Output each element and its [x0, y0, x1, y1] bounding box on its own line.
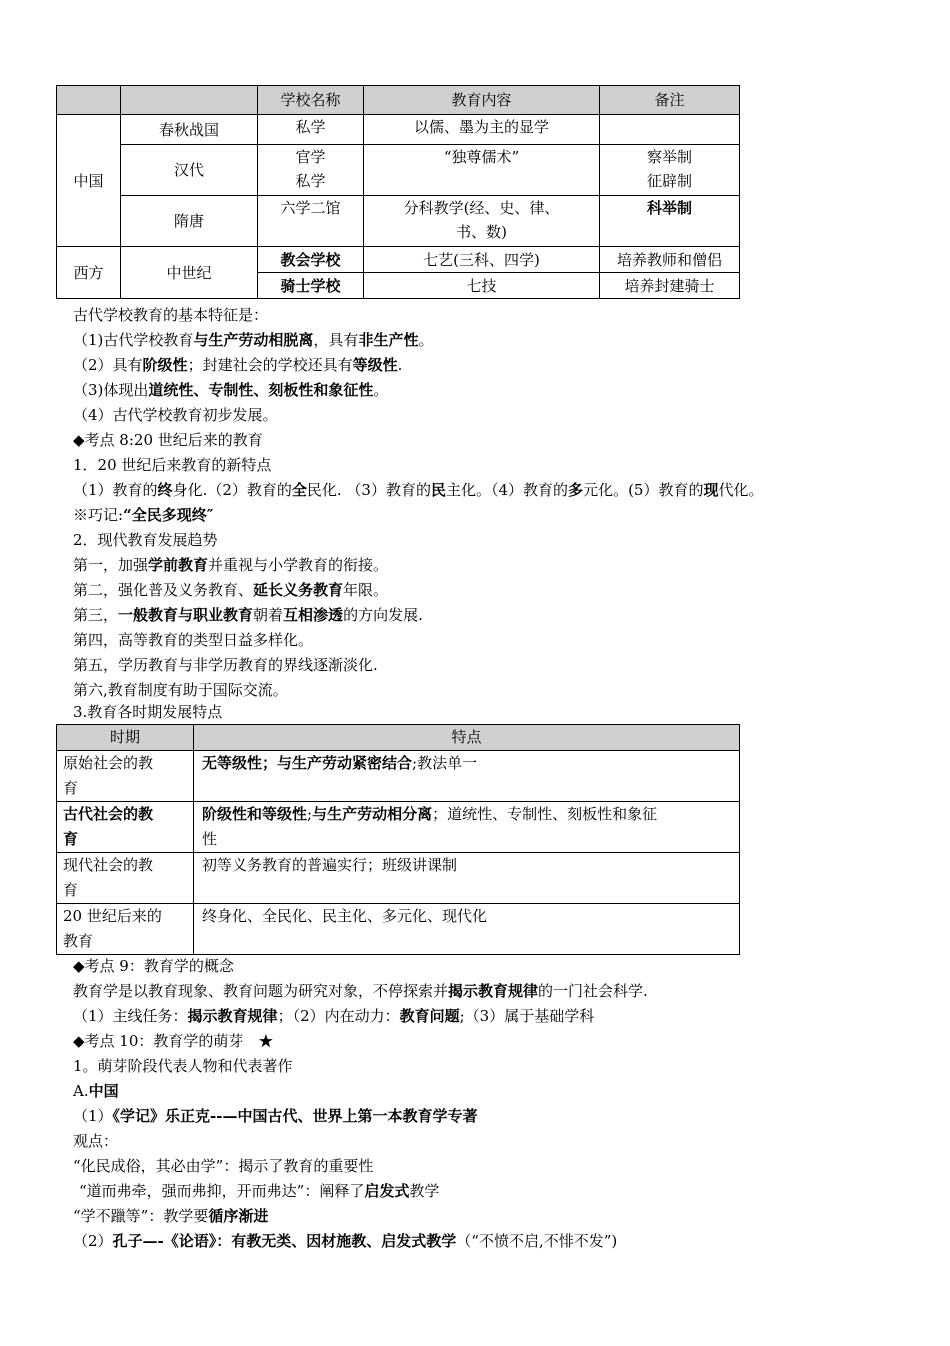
era-cell: 汉代 — [121, 145, 258, 196]
period-cell — [57, 802, 194, 853]
text-run: 道统性、专制性、刻板性和象征性 — [148, 381, 374, 399]
content-cell: 以儒、墨为主的显学 — [364, 115, 600, 145]
text-run: 非生产性 — [358, 331, 419, 349]
paragraph-line: 1．20 世纪后来教育的新特点 — [73, 456, 272, 474]
text-run: 民化. （3）教育的 — [306, 481, 431, 499]
paragraph-line — [73, 1104, 478, 1129]
text-run: 启发式 — [364, 1182, 410, 1200]
school-cell: 六学二馆 — [258, 196, 364, 247]
text-run: 朝着 — [253, 606, 284, 624]
note-cell — [600, 145, 740, 196]
feature-cell — [194, 802, 740, 853]
text-run: 全 — [291, 481, 307, 499]
text-run: 民 — [430, 481, 446, 499]
content-line: 分科教学(经、史、律、 — [403, 199, 560, 217]
paragraph-line: “化民成俗，其必由学”：揭示了教育的重要性 — [73, 1157, 374, 1175]
paragraph-line — [79, 1179, 439, 1204]
text-run: 第二，强化普及义务教育、 — [73, 581, 254, 599]
section-heading: ◆考点 8:20 世纪后来的教育 — [73, 431, 263, 449]
school-cell — [258, 145, 364, 196]
text-run: 并重视与小学教育的衔接。 — [208, 556, 389, 574]
text-run: 互相渗透 — [283, 606, 344, 624]
text-run: ；封建社会的学校还具有 — [187, 356, 353, 374]
period-cell — [57, 751, 194, 802]
text-run: 教学 — [409, 1182, 440, 1200]
paragraph-line — [73, 478, 764, 503]
feature-cell: 初等义务教育的普遍实行；班级讲课制 — [194, 853, 740, 904]
region-china: 中国 — [57, 115, 121, 247]
paragraph-line — [73, 1004, 594, 1029]
text-run: 原始社会的教 — [63, 754, 154, 772]
text-run: 身化.（2）教育的 — [172, 481, 292, 499]
header-cell — [121, 86, 258, 115]
paragraph-line: 3.教育各时期发展特点 — [73, 703, 223, 721]
text-run: 性 — [202, 830, 218, 848]
paragraph-line: 第五，学历教育与非学历教育的界线逐渐淡化. — [73, 656, 378, 674]
paragraph-line — [73, 328, 433, 353]
text-run: （1）主线任务： — [73, 1007, 188, 1025]
text-run: 中国 — [88, 1082, 119, 1100]
content-line: 书、数) — [456, 223, 507, 241]
text-run: 。 — [418, 331, 434, 349]
content-cell — [364, 196, 600, 247]
text-run: 教育问题 — [399, 1007, 460, 1025]
paragraph-line — [73, 578, 388, 603]
table-row — [57, 115, 740, 145]
era-cell: 春秋战国 — [121, 115, 258, 145]
school-line: 官学 — [295, 148, 326, 166]
table-row — [57, 196, 740, 247]
text-run: 循序渐进 — [208, 1207, 269, 1225]
paragraph-line — [73, 603, 423, 628]
text-run: ，具有 — [313, 331, 359, 349]
text-run: 《学记》乐正克--—中国古代、世界上第一本教育学专著 — [112, 1107, 478, 1125]
ancient-education-table — [56, 85, 740, 299]
table-row — [57, 853, 740, 904]
table-row — [57, 145, 740, 196]
text-run: （1)古代学校教育 — [73, 331, 194, 349]
content-cell: 七技 — [364, 273, 600, 299]
text-run: 育 — [63, 830, 79, 848]
content-cell: “独尊儒术” — [364, 145, 600, 196]
note-cell — [600, 115, 740, 145]
paragraph-line — [73, 553, 388, 578]
text-run: ; — [307, 805, 313, 823]
paragraph-line: 观点： — [73, 1132, 119, 1150]
text-run: 育 — [63, 881, 79, 899]
text-run: 等级性 — [352, 356, 398, 374]
text-run: 阶级性和等级性 — [202, 805, 308, 823]
era-cell: 隋唐 — [121, 196, 258, 247]
paragraph-line: 第六,教育制度有助于国际交流。 — [73, 681, 288, 699]
text-run: “全民多现终″ — [123, 506, 214, 524]
school-cell: 骑士学校 — [258, 273, 364, 299]
text-run: 终 — [157, 481, 173, 499]
header-content: 教育内容 — [364, 86, 600, 115]
note-cell: 科举制 — [600, 196, 740, 247]
paragraph-line — [73, 503, 213, 528]
education-periods-table — [56, 724, 740, 955]
paragraph-line — [73, 1204, 268, 1229]
period-cell — [57, 853, 194, 904]
text-run: 主化。（4）教育的 — [446, 481, 569, 499]
note-cell: 培养教师和僧侣 — [600, 247, 740, 273]
text-run: 古代社会的教 — [63, 805, 154, 823]
text-run: 一般教育与职业教育 — [118, 606, 254, 624]
content-cell: 七艺(三科、四学) — [364, 247, 600, 273]
paragraph-line — [73, 1229, 617, 1254]
text-run: （1）教育的 — [73, 481, 158, 499]
header-feature: 特点 — [194, 725, 740, 751]
header-school: 学校名称 — [258, 86, 364, 115]
text-run: A. — [73, 1082, 89, 1100]
header-period: 时期 — [57, 725, 194, 751]
paragraph-line: 1。萌芽阶段代表人物和代表著作 — [73, 1057, 293, 1075]
text-run: 。 — [373, 381, 389, 399]
text-run: ；（2）内在动力： — [277, 1007, 400, 1025]
text-run: ※巧记: — [73, 506, 124, 524]
school-cell: 私学 — [258, 115, 364, 145]
table-header-row — [57, 725, 740, 751]
era-cell: 中世纪 — [121, 247, 258, 299]
text-run: 第三， — [73, 606, 119, 624]
text-run: “道而弗牵，强而弗抑，开而弗达”：阐释了 — [79, 1182, 365, 1200]
paragraph-line: 2．现代教育发展趋势 — [73, 531, 218, 549]
text-run: 多 — [568, 481, 584, 499]
text-run: （2） — [73, 1232, 113, 1250]
text-run: 现代社会的教 — [63, 856, 154, 874]
text-run: ;（3）属于基础学科 — [459, 1007, 595, 1025]
school-cell: 教会学校 — [258, 247, 364, 273]
note-cell: 培养封建骑士 — [600, 273, 740, 299]
school-line: 私学 — [295, 172, 326, 190]
text-run: 与生产劳动相脱离 — [193, 331, 314, 349]
text-run: ；道统性、专制性、刻板性和象征 — [432, 805, 658, 823]
text-run: 育 — [63, 779, 79, 797]
text-run: （“不愤不启,不悱不发”) — [456, 1232, 618, 1250]
header-cell — [57, 86, 121, 115]
table-header-row — [57, 86, 740, 115]
text-run: （1） — [73, 1107, 113, 1125]
text-run: 代化。 — [718, 481, 764, 499]
text-run: 揭示教育规律 — [187, 1007, 278, 1025]
table-row — [57, 247, 740, 273]
paragraph-line — [73, 353, 402, 378]
text-run: 学前教育 — [148, 556, 209, 574]
section-heading: ◆考点 9：教育学的概念 — [73, 957, 234, 975]
text-run: 第一，加强 — [73, 556, 149, 574]
table-row — [57, 751, 740, 802]
text-run: 20 世纪后来的 — [63, 907, 162, 925]
text-run: 的一门社会科学. — [538, 982, 648, 1000]
text-run: “学不躐等”：教学要 — [73, 1207, 209, 1225]
text-run: 的方向发展. — [343, 606, 423, 624]
text-run: 延长义务教育 — [253, 581, 344, 599]
text-run: 与生产劳动相分离 — [312, 805, 433, 823]
text-run: （3)体现出 — [73, 381, 149, 399]
text-run: 揭示教育规律 — [448, 982, 539, 1000]
paragraph-line: （4）古代学校教育初步发展。 — [73, 406, 278, 424]
paragraph-line — [73, 378, 388, 403]
note-line: 察举制 — [646, 148, 692, 166]
header-note: 备注 — [600, 86, 740, 115]
text-run: 现 — [703, 481, 719, 499]
feature-cell — [194, 751, 740, 802]
text-run: 教育 — [63, 932, 94, 950]
text-run: 教育学是以教育现象、教育问题为研究对象，不停探索并 — [73, 982, 449, 1000]
text-run: . — [397, 356, 403, 374]
paragraph-line — [73, 1079, 119, 1104]
text-run: （2）具有 — [73, 356, 143, 374]
table-row — [57, 802, 740, 853]
paragraph-line: 古代学校教育的基本特征是： — [73, 306, 269, 324]
paragraph-line — [73, 979, 648, 1004]
text-run: 阶级性 — [142, 356, 188, 374]
period-cell — [57, 904, 194, 955]
text-run: 元化。(5）教育的 — [583, 481, 704, 499]
text-run: 无等级性；与生产劳动紧密结合 — [202, 754, 413, 772]
feature-cell: 终身化、全民化、民主化、多元化、现代化 — [194, 904, 740, 955]
text-run: ;教法单一 — [412, 754, 478, 772]
region-west: 西方 — [57, 247, 121, 299]
text-run: 年限。 — [343, 581, 389, 599]
paragraph-line: 第四，高等教育的类型日益多样化。 — [73, 631, 314, 649]
note-line: 征辟制 — [646, 172, 692, 190]
table-row — [57, 904, 740, 955]
text-run: 孔子—-《论语》：有教无类、因材施教、启发式教学 — [112, 1232, 457, 1250]
section-heading: ◆考点 10：教育学的萌芽 ★ — [73, 1032, 274, 1050]
